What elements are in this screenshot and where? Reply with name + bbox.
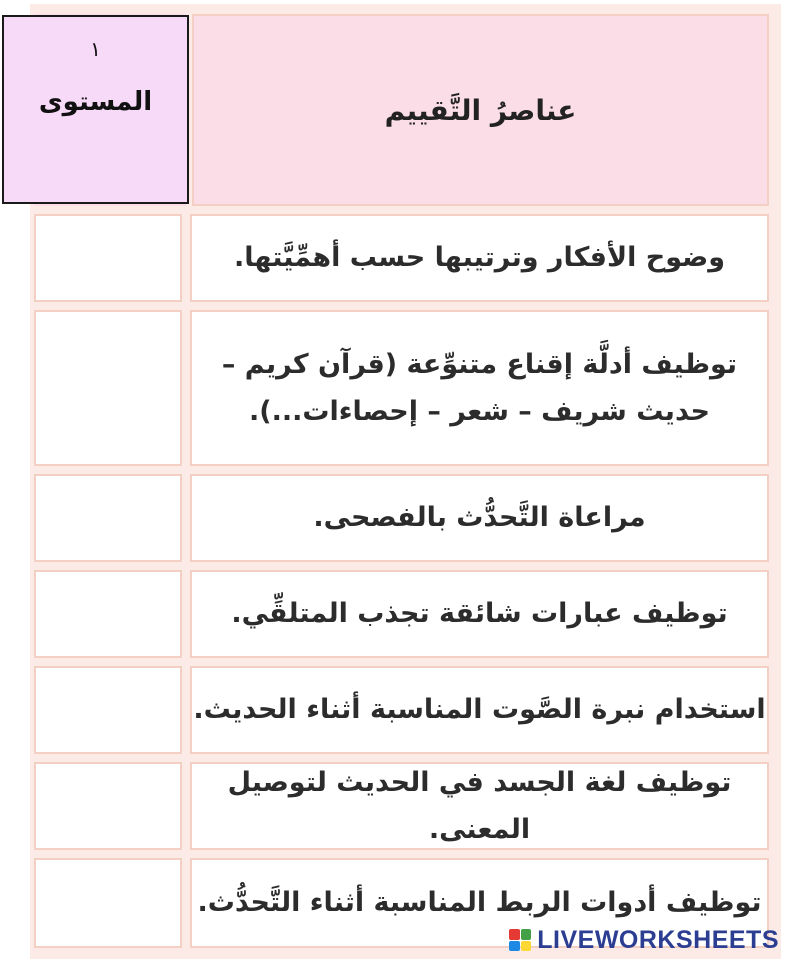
criterion-cell <box>190 474 769 562</box>
criterion-cell <box>190 310 769 466</box>
criterion-text: توظيف أدوات الربط المناسبة أثناء التَّحدُّث. <box>197 887 762 919</box>
table-row <box>30 214 781 302</box>
level-input-cell[interactable] <box>34 762 182 850</box>
level-input-cell[interactable] <box>34 570 182 658</box>
criteria-heading: عناصرُ التَّقييم <box>384 93 577 127</box>
table-row <box>30 474 781 562</box>
criterion-cell <box>190 666 769 754</box>
level-number: ١ <box>90 39 101 61</box>
level-input-cell[interactable] <box>34 474 182 562</box>
criterion-cell <box>190 762 769 850</box>
table-row <box>30 570 781 658</box>
level-input-cell[interactable] <box>34 858 182 948</box>
criterion-text: استخدام نبرة الصَّوت المناسبة أثناء الحديث. <box>193 694 766 726</box>
criterion-text: توظيف عبارات شائقة تجذب المتلقِّي. <box>231 598 728 630</box>
liveworksheets-watermark <box>509 925 779 955</box>
liveworksheets-logo-icon <box>509 929 531 951</box>
table-row <box>30 762 781 850</box>
table-row <box>30 310 781 466</box>
level-input-cell[interactable] <box>34 214 182 302</box>
criterion-cell <box>190 570 769 658</box>
level-header-box <box>2 15 189 204</box>
watermark-text: LIVEWORKSHEETS <box>537 925 779 954</box>
level-input-cell[interactable] <box>34 666 182 754</box>
table-row <box>30 666 781 754</box>
level-input-cell[interactable] <box>34 310 182 466</box>
criterion-text: توظيف لغة الجسد في الحديث لتوصيل المعنى. <box>227 766 732 845</box>
level-heading: المستوى <box>38 87 153 117</box>
criterion-text: مراعاة التَّحدُّث بالفصحى. <box>313 502 646 534</box>
header-criteria-cell <box>192 14 769 206</box>
criterion-text: توظيف أدلَّة إقناع متنوِّعة (قرآن كريم – حديث شريف – شعر – إحصاءات...). <box>221 348 738 427</box>
criterion-text: وضوح الأفكار وترتيبها حسب أهمِّيَّتها. <box>234 242 725 274</box>
criterion-cell <box>190 214 769 302</box>
